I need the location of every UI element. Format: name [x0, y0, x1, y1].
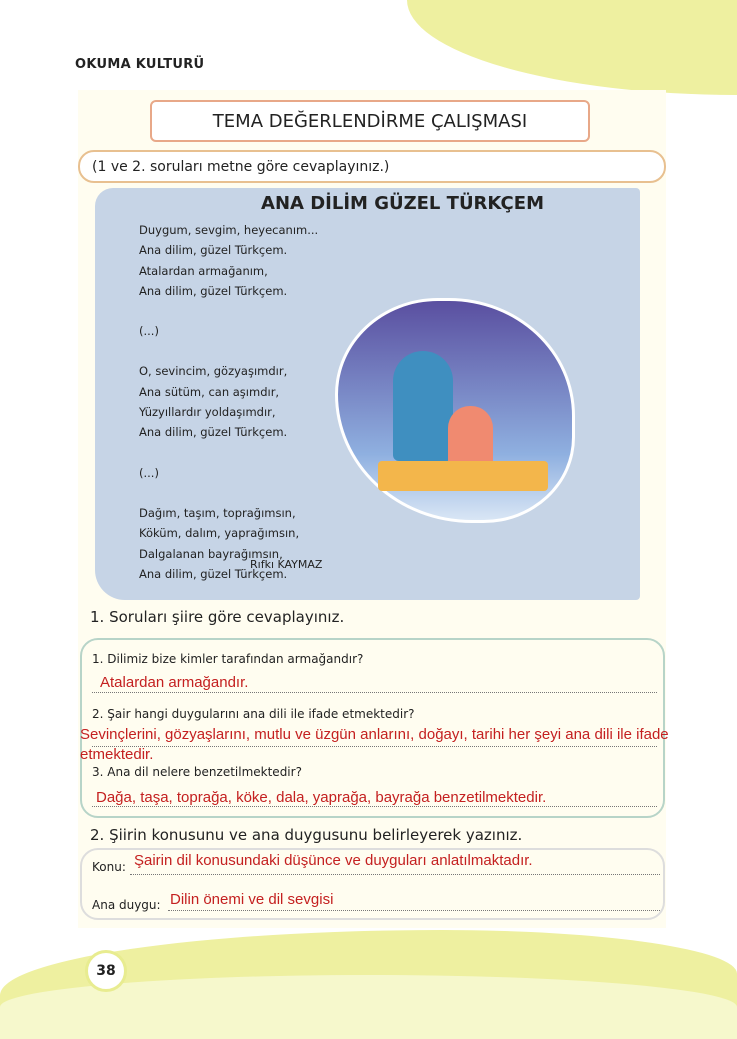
poem-lines [139, 220, 318, 584]
konu-label: Konu: [92, 860, 126, 874]
poem-line: O, sevincim, gözyaşımdır, [139, 364, 288, 379]
answer-1[interactable]: Atalardan armağandır. [100, 674, 249, 691]
question-2: 2. Şair hangi duygularını ana dili ile ifade etmektedir? [92, 707, 415, 721]
page-title: TEMA DEĞERLENDİRME ÇALIŞMASI [150, 100, 590, 142]
poem-line: Ana dilim, güzel Türkçem. [139, 243, 288, 258]
answer-line [92, 806, 657, 807]
konu-answer[interactable]: Şairin dil konusundaki düşünce ve duyguları anlatılmaktadır. [134, 852, 533, 869]
father-figure [393, 351, 453, 461]
desk [378, 461, 548, 491]
corner-decoration [407, 0, 737, 95]
stanza-gap [139, 483, 318, 503]
poem-line: Yüzyıllardır yoldaşımdır, [139, 405, 276, 420]
question-1: 1. Dilimiz bize kimler tarafından armağandır? [92, 652, 364, 666]
stanza-gap [139, 341, 318, 361]
stanza-gap [139, 443, 318, 463]
answer-3[interactable]: Dağa, taşa, toprağa, köke, dala, yaprağa, bayrağa benzetilmektedir. [96, 789, 547, 806]
poem-line: Atalardan armağanım, [139, 263, 268, 278]
duygu-label: Ana duygu: [92, 898, 161, 912]
girl-figure [448, 406, 493, 466]
poem-title: ANA DİLİM GÜZEL TÜRKÇEM [261, 193, 544, 214]
answer-line [168, 910, 660, 911]
answer-line [92, 692, 657, 693]
poem-line: (...) [139, 465, 159, 480]
poem-line: Dalgalanan bayrağımsın, [139, 546, 283, 561]
poem-line: Ana dilim, güzel Türkçem. [139, 283, 288, 298]
poem-author: Rıfkı KAYMAZ [250, 558, 323, 571]
answer-line [130, 874, 660, 875]
section-header: OKUMA KULTURÜ [75, 57, 205, 72]
instruction: (1 ve 2. soruları metne göre cevaplayınız.) [78, 150, 666, 183]
section2-heading: 2. Şiirin konusunu ve ana duygusunu belirleyerek yazınız. [90, 826, 523, 844]
page-number: 38 [85, 950, 127, 992]
poem-line: Dağım, taşım, toprağımsın, [139, 505, 296, 520]
answer-2[interactable]: Sevinçlerini, gözyaşlarını, mutlu ve üzgün anlarını, doğayı, tarihi her şeyi ana dili ile ifade etmektedir. [80, 726, 669, 763]
poem-line: Ana sütüm, can aşımdır, [139, 384, 280, 399]
question-3: 3. Ana dil nelere benzetilmektedir? [92, 765, 302, 779]
duygu-answer[interactable]: Dilin önemi ve dil sevgisi [170, 891, 334, 908]
poem-line: Duygum, sevgim, heyecanım... [139, 223, 319, 237]
poem-line: Köküm, dalım, yaprağımsın, [139, 526, 300, 541]
poem-line: (...) [139, 324, 159, 339]
section1-heading: 1. Soruları şiire göre cevaplayınız. [90, 608, 345, 626]
stanza-gap [139, 301, 318, 321]
poem-line: Ana dilim, güzel Türkçem. [139, 566, 288, 581]
poem-line: Ana dilim, güzel Türkçem. [139, 425, 288, 440]
